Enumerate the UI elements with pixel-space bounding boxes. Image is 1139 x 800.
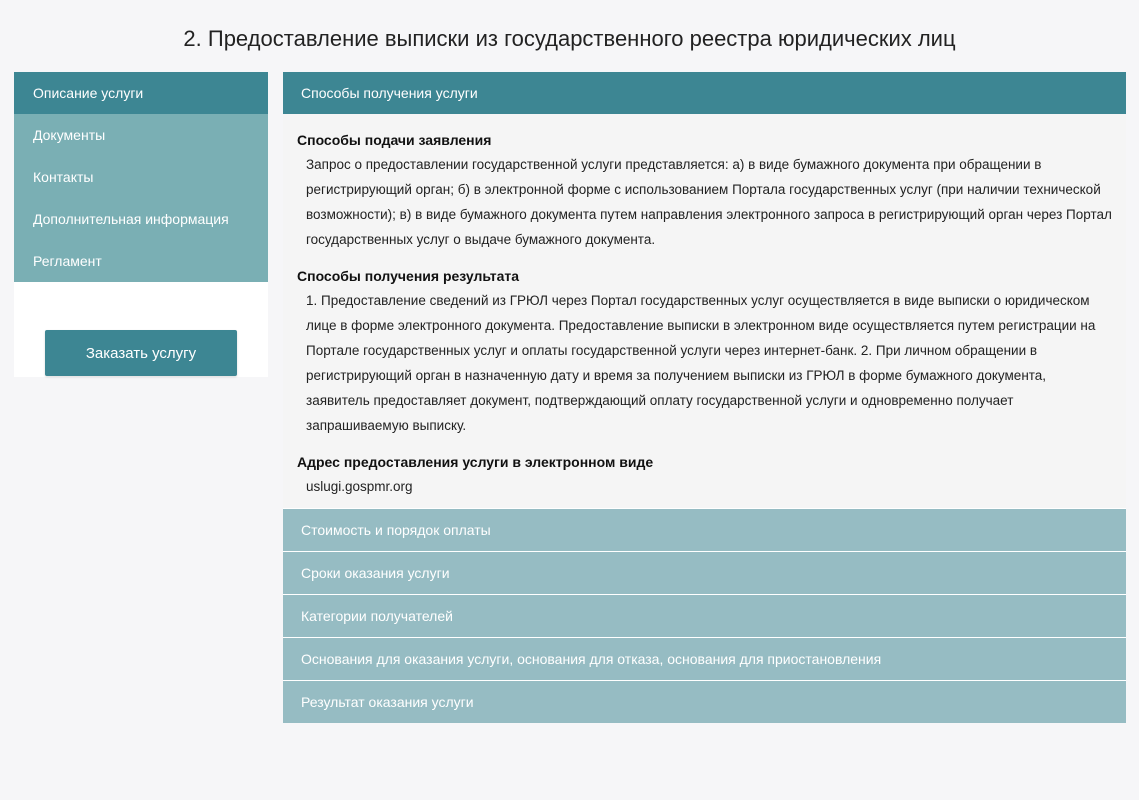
accordion-section-open (283, 72, 1126, 508)
accordion-header-recipients[interactable]: Категории получателей (283, 594, 1126, 637)
section-text-application: Запрос о предоставлении государственной услуги представляется: а) в виде бумажного документа при обращении в регистрирующий орган; б) в электронной форме с использованием Портала государственных услуг (при наличии технической возможности); в) в виде бумажного документа путем направления электронного запроса в регистрирующий орган через Портал государственных услуг о выдаче бумажного документа. (306, 157, 1112, 247)
section-text-result: 1. Предоставление сведений из ГРЮЛ через Портал государственных услуг осуществляется в виде выписки о юридическом лице в форме электронного документа. Предоставление выписки в электронном виде осуществляется путем регистрации на Портале государственных услуг и оплаты государственной услуги через интернет-банк. 2. При личном обращении в регистрирующий орган в назначенную дату и время за получением выписки из ГРЮЛ в форме бумажного документа, заявитель предоставляет документ, подтверждающий оплату государственной услуги и одновременно получает запрашиваемую выписку. (306, 293, 1096, 433)
accordion-header-result[interactable]: Результат оказания услуги (283, 680, 1126, 723)
sidebar-item-description[interactable]: Описание услуги (14, 72, 268, 114)
accordion-header-ways-to-get[interactable]: Способы получения услуги (283, 72, 1126, 114)
sidebar-action-area (14, 282, 268, 377)
sidebar-menu (14, 72, 268, 282)
sidebar-item-documents[interactable]: Документы (33, 127, 106, 143)
order-service-button[interactable]: Заказать услугу (45, 330, 237, 376)
sidebar (14, 72, 268, 377)
section-heading-application: Способы подачи заявления (297, 132, 492, 148)
accordion-collapsed-list (283, 508, 1126, 723)
section-text-address: uslugi.gospmr.org (306, 479, 413, 494)
sidebar-item-contacts[interactable]: Контакты (33, 169, 94, 185)
accordion-header-grounds[interactable]: Основания для оказания услуги, основания для отказа, основания для приостановления (283, 637, 1126, 680)
accordion-body (283, 114, 1126, 508)
page-title: 2. Предоставление выписки из государственного реестра юридических лиц (183, 26, 956, 51)
section-heading-address: Адрес предоставления услуги в электронном виде (297, 454, 654, 470)
section-heading-result: Способы получения результата (297, 268, 520, 284)
sidebar-item-regulation[interactable]: Регламент (33, 253, 102, 269)
accordion-header-terms[interactable]: Сроки оказания услуги (283, 551, 1126, 594)
service-accordion (283, 72, 1126, 723)
sidebar-item-additional-info[interactable]: Дополнительная информация (33, 211, 229, 227)
accordion-header-cost[interactable]: Стоимость и порядок оплаты (283, 508, 1126, 551)
